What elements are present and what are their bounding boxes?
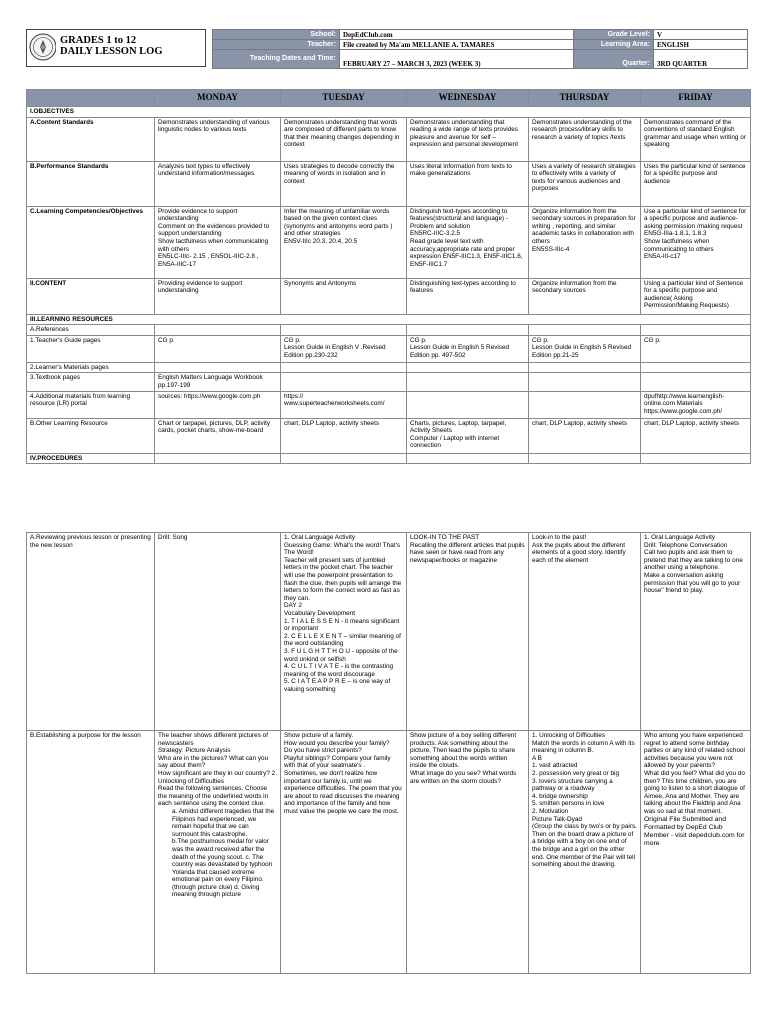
cell-friday: dpufhttp://www.learnenglish-online.com Materials https://www.google.com.ph/ (641, 391, 751, 418)
cell-friday (641, 373, 751, 391)
table-row (27, 206, 751, 278)
log-title (60, 35, 163, 57)
cell-monday: Providing evidence to support understanding (155, 278, 281, 314)
cell-wednesday (407, 391, 529, 418)
cell-wednesday: Charts, pictures, Laptop, tarpapel, Activity Sheets Computer / Laptop with internet connection (407, 418, 529, 453)
table-row (27, 278, 751, 314)
row-label: 4.Additional materials from learning resource (LR) portal (27, 391, 155, 418)
cell-thursday: Demonstrates understanding of the research process/library skills to research a variety of topics /texts (529, 117, 641, 161)
empty-cell (641, 453, 751, 464)
cell-thursday (529, 362, 641, 373)
teacher-value: File created by Ma'am MELLANIE A. TAMARES (340, 40, 574, 50)
cell-wednesday: Uses literal information from texts to make generalizations (407, 161, 529, 206)
cell-monday: English Matters Language Workbook pp.197-199 (155, 373, 281, 391)
cell-tuesday: https:// www.superteacherworksheets.com/ (281, 391, 407, 418)
cell-wednesday: LOOK-IN TO THE PAST Recalling the different articles that pupils have seen or have read from any newspaper/books or magazine (407, 533, 529, 731)
day-header-thursday: THURSDAY (529, 90, 641, 107)
header-info-table (212, 29, 748, 69)
day-header-friday: FRIDAY (641, 90, 751, 107)
empty-cell (155, 453, 281, 464)
cell-friday (641, 731, 751, 974)
cell-wednesday: CG p. Lesson Guide in English 5 Revised Edition pp. 497-502 (407, 335, 529, 362)
cell-friday: Uses the particular kind of sentence for a specific purpose and audience (641, 161, 751, 206)
cell-wednesday: Show picture of a boy selling different products. Ask something about the picture, Then lead the pupils to share something about the words written inside the clouds. What image do you see? What words are written on the storm clouds? (407, 731, 529, 974)
cell-wednesday: Demonstrates understanding that reading a wide range of texts provides pleasure and avenue for self – expression and personal development (407, 117, 529, 161)
empty-cell (281, 325, 407, 336)
table-row (27, 731, 751, 974)
empty-cell (641, 325, 751, 336)
cell-wednesday (407, 362, 529, 373)
empty-cell (407, 325, 529, 336)
area-label: Learning Area: (574, 40, 654, 50)
friday-purpose-text: Who among you have experienced regret to attend some birthday parties or any kind of related school activities because you were not allowed by your parents? What did you feel? What did you do then? This time children, you are going to listen to a short dialogue of Aimee, Ana and Mother. They are talking about the Fieldtrip and Ana was so sad at that moment. (644, 732, 745, 815)
cell-friday (641, 362, 751, 373)
row-label: C.Learning Competencies/Objectives (27, 206, 155, 278)
school-label: School: (213, 30, 340, 40)
empty-cell (407, 453, 529, 464)
cell-friday: Demonstrates command of the conventions of standard English grammar and usage when writing or speaking (641, 117, 751, 161)
monday-purpose-text: The teacher shows different pictures of newscasters Strategy: Picture Analysis Who are in the pictures? What can you say about them? How significant are they in our country? 2. Unlocking of Difficulties Read the following sentences. Choose the meaning of the underlined words in each sentence using the context clue. (158, 732, 277, 808)
grade-label: Grade Level: (574, 30, 654, 40)
procedures-section: IV.PROCEDURES (27, 453, 155, 464)
cell-monday (155, 731, 281, 974)
cell-tuesday: Uses strategies to decode correctly the meaning of words in isolation and in context (281, 161, 407, 206)
monday-purpose-items: a. Amidst different tragedies that the Filipinos had experienced, we remain hopeful that we can surmount this catastrophe. b.The posthumous medal for valor was the award received after the death of the young scout. c. The country was devastated by typhoon Yolanda that caused extreme emotional pain on every Filipino. (through picture clue) d. Giving meaning through picture (172, 807, 275, 899)
depedclub-note: Original File Submitted and Formatted by DepEd Club Member - visit depedclub.com for more (644, 815, 745, 847)
cell-monday: Provide evidence to support understanding Comment on the evidences provided to support understanding Show tactfulness when communicating with others EN5LC-IIIc- 2.15 , EN5OL-IIIC-2.8 , EN5A-IIIC-17 (155, 206, 281, 278)
empty-cell (281, 453, 407, 464)
area-value: ENGLISH (654, 40, 748, 50)
row-label: B.Establishing a purpose for the lesson (27, 731, 155, 974)
log-title-line-2: DAILY LESSON LOG (60, 46, 163, 57)
cell-monday: Demonstrates understanding of various linguistic nodes to various texts (155, 117, 281, 161)
row-label: B.Other Learning Resource (27, 418, 155, 453)
cell-tuesday: Infer the meaning of unfamiliar words based on the given context clues (synonyms and antonyms word parts ) and other strategies EN5V-IIIc 20.3, 20.4, 20.5 (281, 206, 407, 278)
cell-monday: sources: https://www.google.com.ph (155, 391, 281, 418)
cell-thursday (529, 391, 641, 418)
row-label: B.Performance Standards (27, 161, 155, 206)
empty-cell (155, 325, 281, 336)
row-label: A.Reviewing previous lesson or presenting the new lesson (27, 533, 155, 731)
cell-monday: Chart or tarpapel, pictures, DLP, activity cards, pocket charts, show-me-board (155, 418, 281, 453)
cell-thursday: Organize information from the secondary sources (529, 278, 641, 314)
row-label: 3.Textbook pages (27, 373, 155, 391)
dates-label: Teaching Dates and Time: (213, 50, 340, 69)
cell-wednesday (407, 373, 529, 391)
cell-friday: CG p. (641, 335, 751, 362)
cell-friday: 1. Oral Language Activity Drill: Telephone Conversation Call two pupils and ask them to pretend that they are talking to one another using a telephone. Make a conversation asking permission that you will go to your house" friend to play. (641, 533, 751, 731)
cell-monday (155, 362, 281, 373)
quarter-label: Quarter: (574, 50, 654, 69)
cell-thursday: Uses a variety of research strategies to effectively write a variety of texts for various audiences and purposes (529, 161, 641, 206)
row-label: 2.Learner's Materials pages (27, 362, 155, 373)
cell-thursday: Organize information from the secondary sources in preparation for writing , reporting, and similar academic tasks in collaboration with others EN5SS-IIIc-4 (529, 206, 641, 278)
day-header-monday: MONDAY (155, 90, 281, 107)
dates-value: FEBRUARY 27 – MARCH 3, 2023 (WEEK 3) (340, 50, 574, 69)
empty-cell (529, 453, 641, 464)
row-label: A.Content Standards (27, 117, 155, 161)
log-title-line-1: GRADES 1 to 12 (60, 35, 137, 46)
cell-tuesday: CG p. Lesson Guide in English V .Revised Edition pp.230-232 (281, 335, 407, 362)
cell-tuesday: Demonstrates understanding that words are composed of different parts to know that their meaning changes depending in context (281, 117, 407, 161)
empty-cell (529, 325, 641, 336)
cell-tuesday (281, 362, 407, 373)
cell-monday: CG p. (155, 335, 281, 362)
objectives-section: I.OBJECTIVES (27, 107, 751, 118)
cell-tuesday: Show picture of a family. How would you describe your family? Do you have strict parents? Playful siblings? Compare your family with that of your seatmate's . Sometimes, we don't realize how important our family is, until we experience difficulties. The poem that you are about to read discusses the meaning and importance of the family and how must value the people we care the most. (281, 731, 407, 974)
cell-friday: Use a particular kind of sentence for a specific purpose and audience- asking permission /making request EN5G-IIIa-1.8.1, 1.8.3 Show tactfulness when communicating to others EN5A-III-c17 (641, 206, 751, 278)
school-value: DepEdClub.com (340, 30, 574, 40)
table-row (27, 418, 751, 453)
cell-tuesday: 1. Oral Language Activity Guessing Game: What's the word! That's The Word! Teacher will present sets of jumbled letters in the pocket chart. The teacher will use the powerpoint presentation to flash the clue, then pupils will arrange the letters to form the correct word as fast as they can. DAY 2 Vocabulary Development 1. T I A L E S S E N - it means significant or important 2. C E L L E X E N T – similar meaning of the word outstanding 3. F U L G H T T H O U - opposite of the word unkind or selfish 4. C U L T I V A T E - is the contrasting meaning of the word discourage 5. C I A T E A P P R E – is one way of valuing something (281, 533, 407, 731)
table-row (27, 117, 751, 161)
row-label: 1.Teacher's Guide pages (27, 335, 155, 362)
lesson-plan-table-1 (26, 89, 751, 464)
cell-tuesday: Synonyms and Antonyms (281, 278, 407, 314)
table-row (27, 533, 751, 731)
row-label: II.CONTENT (27, 278, 155, 314)
grade-value: V (654, 30, 748, 40)
corner-header-cell (27, 90, 155, 107)
cell-friday: Using a particular kind of Sentence for a specific purpose and audience( Asking Permission/Making Requests) (641, 278, 751, 314)
cell-tuesday (281, 373, 407, 391)
cell-thursday (529, 373, 641, 391)
cell-thursday: Look-in to the past! Ask the pupils about the different elements of a good story. Identify each of the element (529, 533, 641, 731)
lesson-plan-table-2 (26, 532, 751, 974)
cell-wednesday: Distinguish text-types according to features(structural and language) - Problem and solution EN5RC-IIIC-3.2.5 Read grade level text with accuracy,appropriate rate and proper expression EN5F-IIIC1.3, EN5F-IIIC1.6, EN5F-IIIC1.7 (407, 206, 529, 278)
cell-thursday: CG p. Lesson Guide in English 5 Revised Edition pp.21-25 (529, 335, 641, 362)
deped-seal-icon (26, 29, 56, 65)
table-row (27, 335, 751, 362)
cell-friday: chart, DLP Laptop, activity sheets (641, 418, 751, 453)
header (26, 29, 748, 73)
table-row (27, 362, 751, 373)
cell-tuesday: chart, DLP Laptop, activity sheets (281, 418, 407, 453)
cell-thursday: 1. Unlocking of Difficulties Match the words in column A with its meaning in column B. A B 1. vast attracted 2. possession very great or big 3. lovers structure carrying a pathway or a roadway 4. bridge ownership 5. smitten persons in love 2. Motivation Picture Talk-Dyad (Group the class by two's or by pairs. Then on the board draw a picture of a bridge with a boy on one end of the bridge and a girl on the other end. One member of the Pair will tell something about the drawing. (529, 731, 641, 974)
cell-monday: Drill: Song (155, 533, 281, 731)
cell-wednesday: Distinguishing text-types according to features (407, 278, 529, 314)
references-label: A.References (27, 325, 155, 336)
day-header-tuesday: TUESDAY (281, 90, 407, 107)
quarter-value: 3RD QUARTER (654, 50, 748, 69)
table-row (27, 373, 751, 391)
resources-section: III.LEARNING RESOURCES (27, 314, 751, 325)
table-row (27, 161, 751, 206)
day-header-wednesday: WEDNESDAY (407, 90, 529, 107)
cell-monday: Analyzes text types to effectively understand information/messages (155, 161, 281, 206)
table-row (27, 391, 751, 418)
cell-thursday: chart, DLP Laptop, activity sheets (529, 418, 641, 453)
teacher-label: Teacher: (213, 40, 340, 50)
